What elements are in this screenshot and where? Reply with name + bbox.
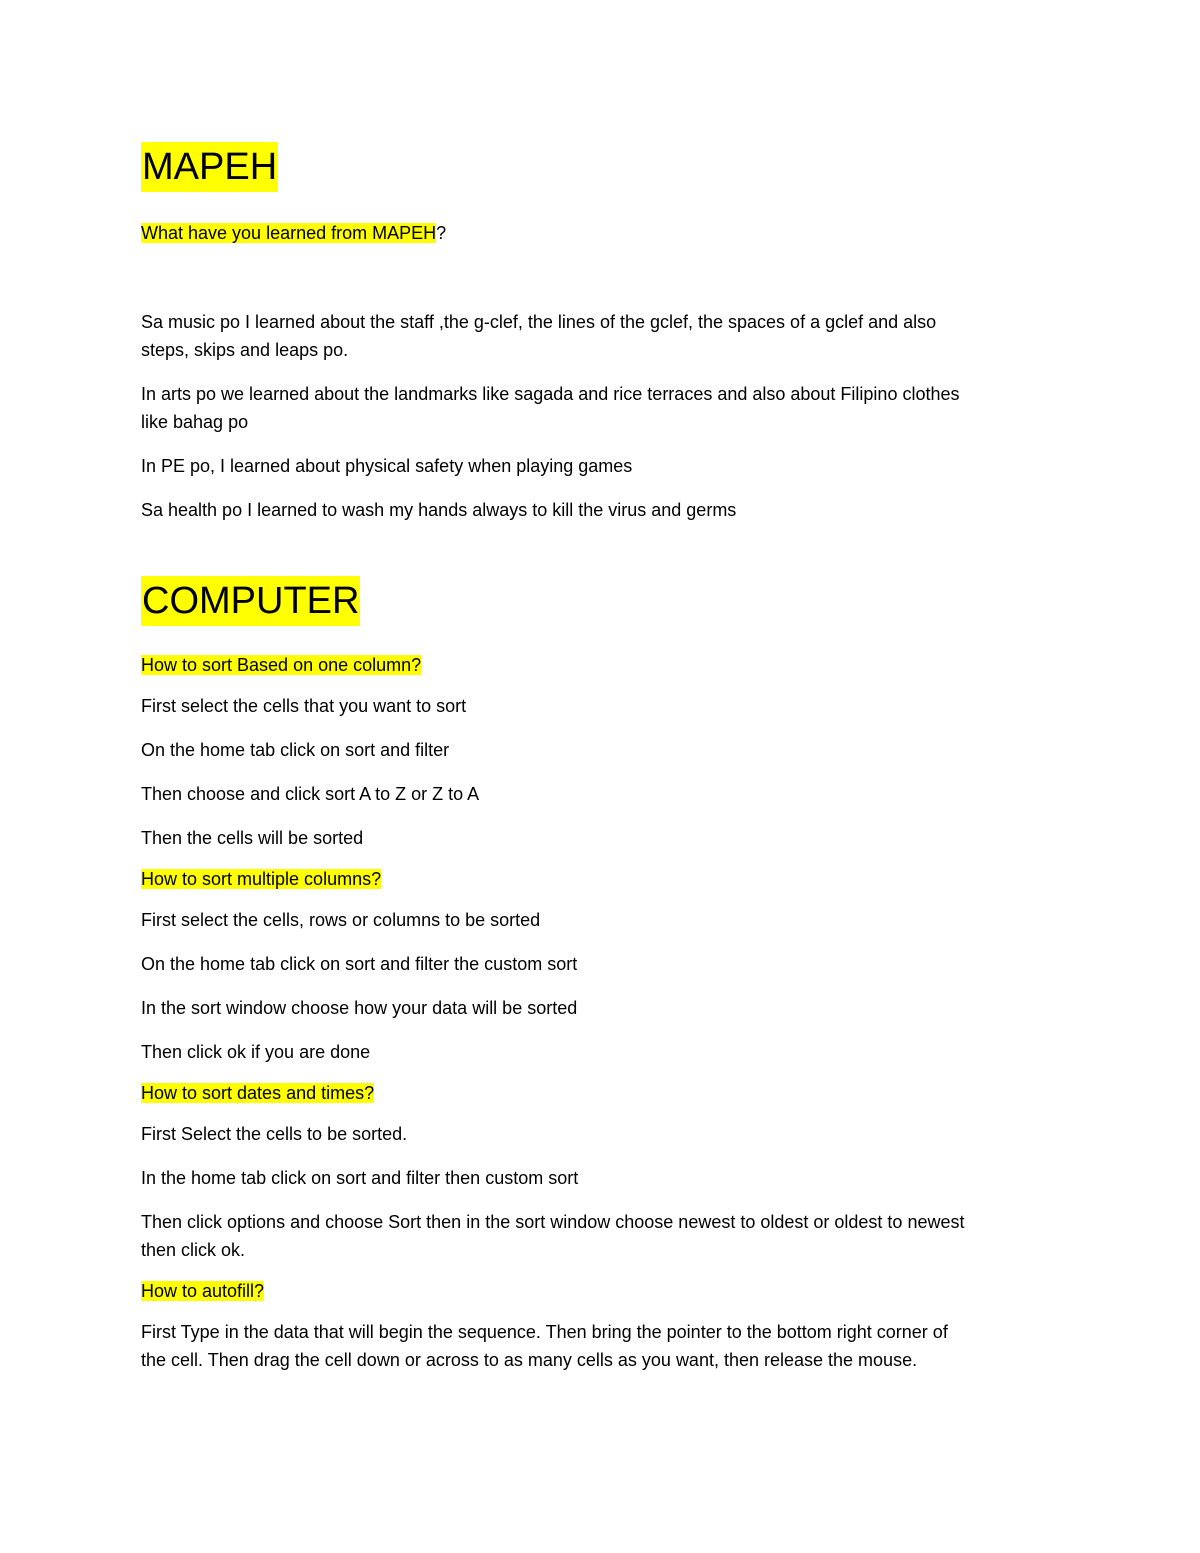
sort-one-column-step: Then choose and click sort A to Z or Z to A [141,784,480,804]
sort-multiple-columns-step: On the home tab click on sort and filter the custom sort [141,954,578,974]
mapeh-question-mark: ? [436,223,447,243]
pe-paragraph: In PE po, I learned about physical safety when playing games [141,456,633,476]
autofill-paragraph [141,1318,1061,1374]
arts-line-1: In arts po we learned about the landmarks like sagada and rice terraces and also about Filipino clothes [141,384,960,404]
document-body [141,140,1061,1374]
mapeh-heading-text: MAPEH [141,142,278,192]
sort-dates-step: First Select the cells to be sorted. [141,1124,408,1144]
autofill-line-2: the cell. Then drag the cell down or across to as many cells as you want, then release the mouse. [141,1350,918,1370]
sort-multiple-columns-step: Then click ok if you are done [141,1042,371,1062]
sort-multiple-columns-step: First select the cells, rows or columns to be sorted [141,910,541,930]
sort-multiple-columns-step: In the sort window choose how your data will be sorted [141,998,578,1018]
sort-one-column-step: First select the cells that you want to sort [141,696,467,716]
health-paragraph: Sa health po I learned to wash my hands always to kill the virus and germs [141,500,737,520]
mapeh-question-text: What have you learned from MAPEH [141,223,437,243]
autofill-question [141,1280,1061,1302]
sort-dates-question [141,1082,1061,1104]
sort-one-column-question [141,654,1061,676]
sort-one-column-step: On the home tab click on sort and filter [141,740,450,760]
sort-dates-step-line-1: Then click options and choose Sort then in the sort window choose newest to oldest or oldest to newest [141,1212,965,1232]
arts-paragraph [141,380,1061,436]
sort-dates-step [141,1208,1061,1264]
autofill-question-text: How to autofill? [141,1281,265,1301]
mapeh-heading [141,142,1061,192]
music-paragraph [141,308,1061,364]
computer-heading [141,576,1061,626]
sort-dates-question-text: How to sort dates and times? [141,1083,375,1103]
arts-line-2: like bahag po [141,412,249,432]
sort-multiple-columns-question-text: How to sort multiple columns? [141,869,382,889]
sort-multiple-columns-question [141,868,1061,890]
autofill-line-1: First Type in the data that will begin the sequence. Then bring the pointer to the bottom right corner of [141,1322,948,1342]
music-line-1: Sa music po I learned about the staff ,the g-clef, the lines of the gclef, the spaces of a gclef and also [141,312,937,332]
sort-one-column-step: Then the cells will be sorted [141,828,364,848]
computer-heading-text: COMPUTER [141,576,360,626]
mapeh-question [141,222,1061,244]
sort-dates-step: In the home tab click on sort and filter then custom sort [141,1168,579,1188]
sort-dates-step-line-2: then click ok. [141,1240,246,1260]
music-line-2: steps, skips and leaps po. [141,340,349,360]
sort-one-column-question-text: How to sort Based on one column? [141,655,422,675]
